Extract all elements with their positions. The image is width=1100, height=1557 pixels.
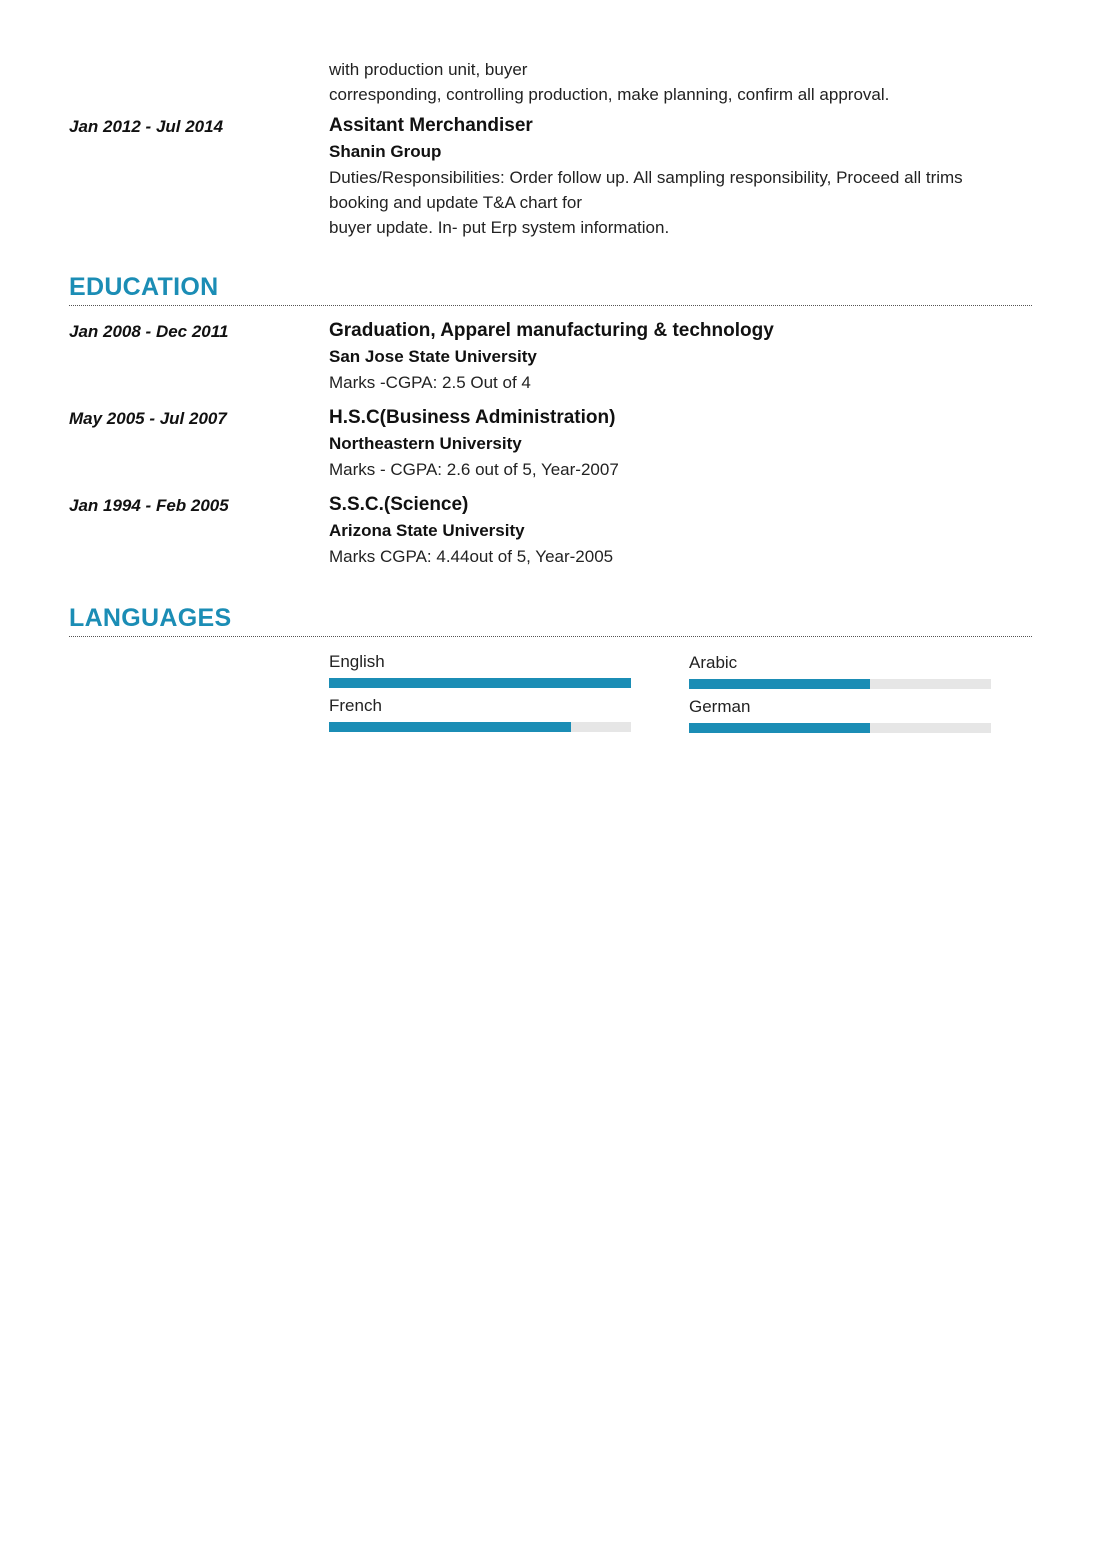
- job-description: [329, 165, 1029, 240]
- marks-text: Marks CGPA: 4.44out of 5, Year-2005: [329, 547, 614, 566]
- entry-body: [329, 115, 1029, 240]
- description-line: booking and update T&A chart for: [329, 193, 582, 212]
- language-item-arabic: [689, 652, 991, 689]
- institution-name: San Jose State University: [329, 347, 537, 366]
- entry-date: Jan 2008 - Dec 2011: [69, 322, 229, 341]
- language-name: English: [329, 652, 385, 671]
- language-name: German: [689, 697, 751, 716]
- entry-body: [329, 494, 1029, 569]
- language-level-bar: [329, 678, 631, 688]
- institution-name: Arizona State University: [329, 521, 525, 540]
- entry-date: May 2005 - Jul 2007: [69, 409, 227, 428]
- language-level-fill: [329, 722, 571, 732]
- company-name: Shanin Group: [329, 142, 442, 161]
- section-title: EDUCATION: [69, 273, 219, 301]
- language-level-fill: [689, 679, 870, 689]
- degree-title: Graduation, Apparel manufacturing & technology: [329, 320, 774, 341]
- marks-text: Marks - CGPA: 2.6 out of 5, Year-2007: [329, 460, 619, 479]
- education-section-heading: [69, 271, 1032, 306]
- language-item-english: [329, 651, 631, 688]
- degree-title: S.S.C.(Science): [329, 494, 469, 515]
- description-line: with production unit, buyer: [329, 60, 528, 79]
- language-item-french: [329, 695, 631, 732]
- language-level-bar: [689, 679, 991, 689]
- language-level-bar: [689, 723, 991, 733]
- degree-title: H.S.C(Business Administration): [329, 407, 616, 428]
- job-title: Assitant Merchandiser: [329, 115, 533, 136]
- language-level-fill: [689, 723, 870, 733]
- language-name: French: [329, 696, 382, 715]
- description-line: Duties/Responsibilities: Order follow up. All sampling responsibility, Proceed all trims: [329, 168, 963, 187]
- entry-date: Jan 1994 - Feb 2005: [69, 496, 229, 515]
- previous-job-description-continued: [329, 57, 1029, 107]
- institution-name: Northeastern University: [329, 434, 522, 453]
- marks-text: Marks -CGPA: 2.5 Out of 4: [329, 373, 531, 392]
- language-item-german: [689, 696, 991, 733]
- description-line: buyer update. In- put Erp system information.: [329, 218, 670, 237]
- section-title: LANGUAGES: [69, 604, 232, 632]
- entry-body: [329, 320, 1029, 395]
- description-line: corresponding, controlling production, make planning, confirm all approval.: [329, 85, 890, 104]
- entry-date: Jan 2012 - Jul 2014: [69, 117, 224, 136]
- language-level-fill: [329, 678, 631, 688]
- language-name: Arabic: [689, 653, 738, 672]
- entry-body: [329, 407, 1029, 482]
- language-level-bar: [329, 722, 631, 732]
- languages-section-heading: [69, 602, 1032, 637]
